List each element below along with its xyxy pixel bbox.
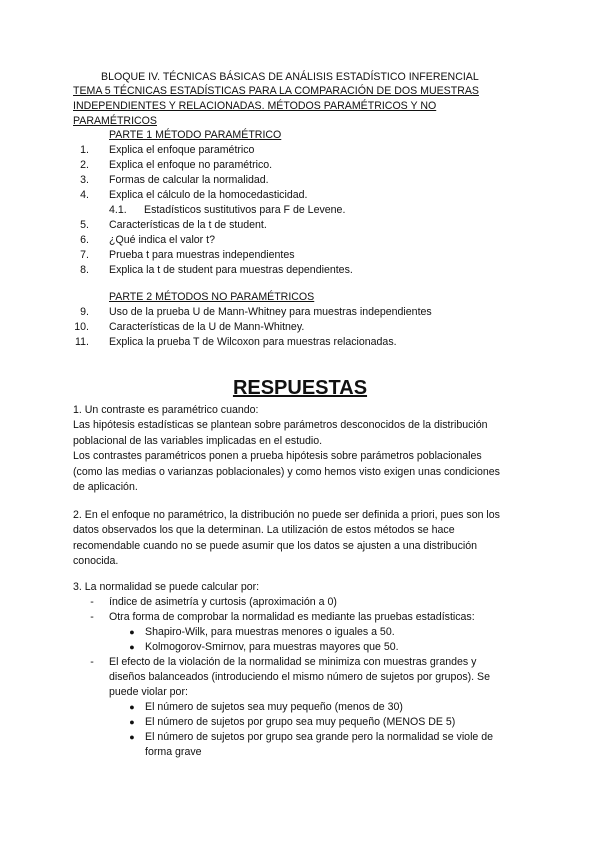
respuestas-title: RESPUESTAS	[232, 377, 368, 399]
violation-item-cont: forma grave	[145, 746, 202, 758]
list-item: Explica el enfoque no paramétrico.	[109, 159, 273, 171]
answer-1-line: (como las medias o varianzas poblacionales) y como hemos visto exigen unas condiciones	[73, 466, 500, 478]
tema-title-line-2: INDEPENDIENTES Y RELACIONADAS. MÉTODOS PARAMÉTRICOS Y NO	[73, 100, 437, 112]
list-item: Explica el cálculo de la homocedasticidad.	[109, 189, 308, 201]
answer-3-dash-item-cont: diseños balanceados (introduciendo el mismo número de sujetos por grupos). Se	[109, 671, 491, 683]
list-number: 7.	[80, 249, 89, 261]
answer-3-dash-item: índice de asimetría y curtosis (aproximación a 0)	[109, 596, 337, 608]
violation-item: El número de sujetos por grupo sea grande pero la normalidad se viole de	[145, 731, 494, 743]
normality-test-item: Shapiro-Wilk, para muestras menores o iguales a 50.	[145, 626, 395, 638]
tema-title-line-1: TEMA 5 TÉCNICAS ESTADÍSTICAS PARA LA COMPARACIÓN DE DOS MUESTRAS	[73, 85, 479, 97]
answer-2-line: 2. En el enfoque no paramétrico, la distribución no puede ser definida a priori, pues son los	[73, 509, 500, 521]
dash-marker: -	[90, 596, 94, 608]
list-item: Explica la t de student para muestras dependientes.	[109, 264, 353, 276]
parte1-title: PARTE 1 MÉTODO PARAMÉTRICO	[109, 129, 282, 141]
list-number: 9.	[80, 306, 89, 318]
answer-1-line: de aplicación.	[73, 481, 138, 493]
answer-3-dash-item: El efecto de la violación de la normalidad se minimiza con muestras grandes y	[109, 656, 477, 668]
list-number: 6.	[80, 234, 89, 246]
dash-marker: -	[90, 656, 94, 668]
answer-1-line: 1. Un contraste es paramétrico cuando:	[73, 404, 259, 416]
list-number: 10.	[74, 321, 89, 333]
list-number: 2.	[80, 159, 89, 171]
answer-1-line: Las hipótesis estadísticas se plantean sobre parámetros desconocidos de la distribución	[73, 419, 488, 431]
list-item: Características de la U de Mann-Whitney.	[109, 321, 305, 333]
list-item: Explica la prueba T de Wilcoxon para muestras relacionadas.	[109, 336, 397, 348]
list-number: 8.	[80, 264, 89, 276]
list-number: 11.	[75, 336, 89, 348]
list-item: Prueba t para muestras independientes	[109, 249, 295, 261]
violation-item: El número de sujetos por grupo sea muy pequeño (MENOS DE 5)	[145, 716, 456, 728]
bullet-icon: ●	[129, 642, 135, 652]
list-number: 4.1.	[109, 204, 127, 216]
answer-3-intro: 3. La normalidad se puede calcular por:	[73, 581, 260, 593]
block-title: BLOQUE IV. TÉCNICAS BÁSICAS DE ANÁLISIS ESTADÍSTICO INFERENCIAL	[101, 71, 479, 83]
answer-1-line: Los contrastes paramétricos ponen a prueba hipótesis sobre parámetros poblacionales	[73, 450, 482, 462]
answer-2-line: recomendable cuando no se puede asumir que los datos se ajusten a una distribución	[73, 540, 478, 552]
list-item: Características de la t de student.	[109, 219, 267, 231]
answer-2-line: datos observados los que la determinan. La utilización de estos métodos se hace	[73, 524, 455, 536]
list-item: Estadísticos sustitutivos para F de Levene.	[144, 204, 346, 216]
bullet-icon: ●	[129, 732, 135, 742]
answer-3-dash-item: Otra forma de comprobar la normalidad es mediante las pruebas estadísticas:	[109, 611, 475, 623]
bullet-icon: ●	[129, 627, 135, 637]
tema-title-line-3: PARAMÉTRICOS	[73, 115, 157, 127]
list-item: ¿Qué indica el valor t?	[109, 234, 215, 246]
list-item: Formas de calcular la normalidad.	[109, 174, 269, 186]
list-number: 1.	[80, 144, 89, 156]
bullet-icon: ●	[129, 717, 135, 727]
answer-1-line: poblacional de las variables implicadas en el estudio.	[73, 435, 323, 447]
answer-3-dash-item-cont: puede violar por:	[109, 686, 188, 698]
violation-item: El número de sujetos sea muy pequeño (menos de 30)	[145, 701, 403, 713]
list-item: Explica el enfoque paramétrico	[109, 144, 255, 156]
list-number: 3.	[80, 174, 89, 186]
list-number: 5.	[80, 219, 89, 231]
parte2-title: PARTE 2 MÉTODOS NO PARAMÉTRICOS	[109, 291, 315, 303]
bullet-icon: ●	[129, 702, 135, 712]
normality-test-item: Kolmogorov-Smirnov, para muestras mayores que 50.	[145, 641, 399, 653]
list-number: 4.	[80, 189, 89, 201]
answer-2-line: conocida.	[73, 555, 119, 567]
dash-marker: -	[90, 611, 94, 623]
list-item: Uso de la prueba U de Mann-Whitney para muestras independientes	[109, 306, 432, 318]
